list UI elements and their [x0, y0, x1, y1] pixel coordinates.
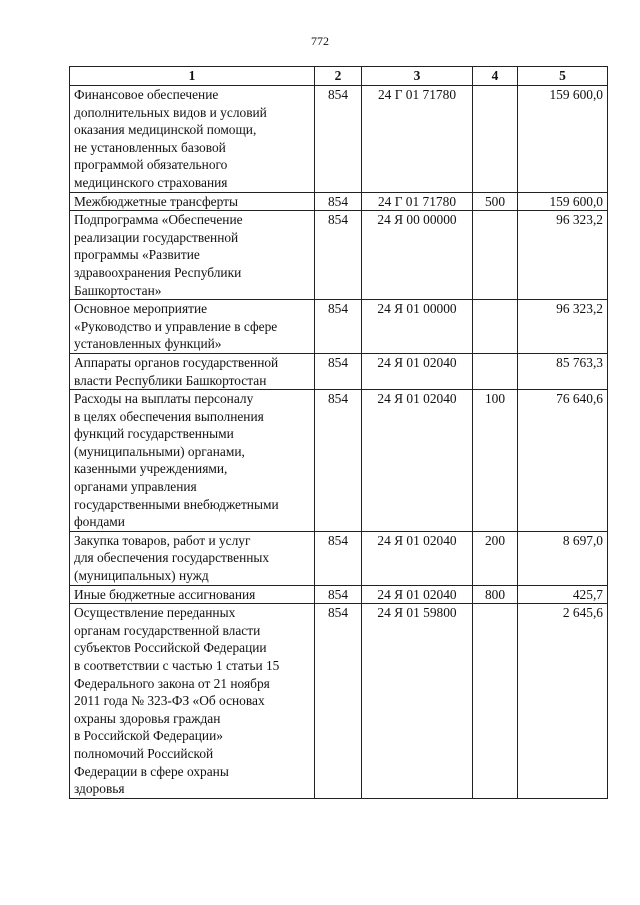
row-amount: 2 645,6 [518, 604, 608, 799]
row-ministry: 854 [315, 192, 362, 211]
table-row [70, 353, 608, 389]
row-name: Подпрограмма «Обеспечение реализации государственной программы «Развитие здравоохранения Республики Башкортостан» [70, 211, 315, 300]
table-row [70, 390, 608, 532]
header-row [70, 67, 608, 86]
row-type [473, 86, 518, 193]
row-name: Иные бюджетные ассигнования [70, 585, 315, 604]
header-cell-3: 3 [362, 67, 473, 86]
row-target: 24 Я 00 00000 [362, 211, 473, 300]
row-ministry: 854 [315, 531, 362, 585]
row-type: 100 [473, 390, 518, 532]
row-type [473, 300, 518, 354]
table-row [70, 192, 608, 211]
row-type [473, 353, 518, 389]
row-ministry: 854 [315, 300, 362, 354]
row-name: Аппараты органов государственной власти Республики Башкортостан [70, 353, 315, 389]
row-target: 24 Я 01 00000 [362, 300, 473, 354]
row-name: Финансовое обеспечение дополнительных видов и условий оказания медицинской помощи, не установленных базовой программой обязательного медицинского страхования [70, 86, 315, 193]
table-row [70, 585, 608, 604]
row-ministry: 854 [315, 86, 362, 193]
header-cell-2: 2 [315, 67, 362, 86]
row-type [473, 211, 518, 300]
row-target: 24 Я 01 02040 [362, 585, 473, 604]
table-row [70, 86, 608, 193]
row-name: Межбюджетные трансферты [70, 192, 315, 211]
row-name: Расходы на выплаты персоналу в целях обеспечения выполнения функций государственными (муниципальными) органами, казенными учреждениями, органами управления государственными внебюджетными фондами [70, 390, 315, 532]
table-row [70, 531, 608, 585]
row-ministry: 854 [315, 390, 362, 532]
row-name: Основное мероприятие «Руководство и управление в сфере установленных функций» [70, 300, 315, 354]
row-amount: 96 323,2 [518, 300, 608, 354]
row-ministry: 854 [315, 585, 362, 604]
row-target: 24 Г 01 71780 [362, 86, 473, 193]
row-type: 800 [473, 585, 518, 604]
row-target: 24 Г 01 71780 [362, 192, 473, 211]
row-type: 500 [473, 192, 518, 211]
budget-table [69, 66, 608, 799]
row-amount: 96 323,2 [518, 211, 608, 300]
row-ministry: 854 [315, 604, 362, 799]
row-amount: 76 640,6 [518, 390, 608, 532]
row-name: Осуществление переданных органам государственной власти субъектов Российской Федерации в соответствии с частью 1 статьи 15 Федерального закона от 21 ноября 2011 года № 323-ФЗ «Об основах охраны здоровья граждан в Российской Федерации» полномочий Российской Федерации в сфере охраны здоровья [70, 604, 315, 799]
row-ministry: 854 [315, 211, 362, 300]
table-row [70, 604, 608, 799]
row-amount: 8 697,0 [518, 531, 608, 585]
row-ministry: 854 [315, 353, 362, 389]
row-amount: 159 600,0 [518, 86, 608, 193]
row-amount: 85 763,3 [518, 353, 608, 389]
row-target: 24 Я 01 02040 [362, 531, 473, 585]
row-amount: 425,7 [518, 585, 608, 604]
page-number: 772 [311, 34, 329, 48]
header-cell-4: 4 [473, 67, 518, 86]
row-type [473, 604, 518, 799]
header-cell-5: 5 [518, 67, 608, 86]
row-name: Закупка товаров, работ и услуг для обеспечения государственных (муниципальных) нужд [70, 531, 315, 585]
row-amount: 159 600,0 [518, 192, 608, 211]
row-target: 24 Я 01 02040 [362, 390, 473, 532]
row-target: 24 Я 01 02040 [362, 353, 473, 389]
table-row [70, 300, 608, 354]
table-row [70, 211, 608, 300]
row-target: 24 Я 01 59800 [362, 604, 473, 799]
header-cell-1: 1 [70, 67, 315, 86]
row-type: 200 [473, 531, 518, 585]
